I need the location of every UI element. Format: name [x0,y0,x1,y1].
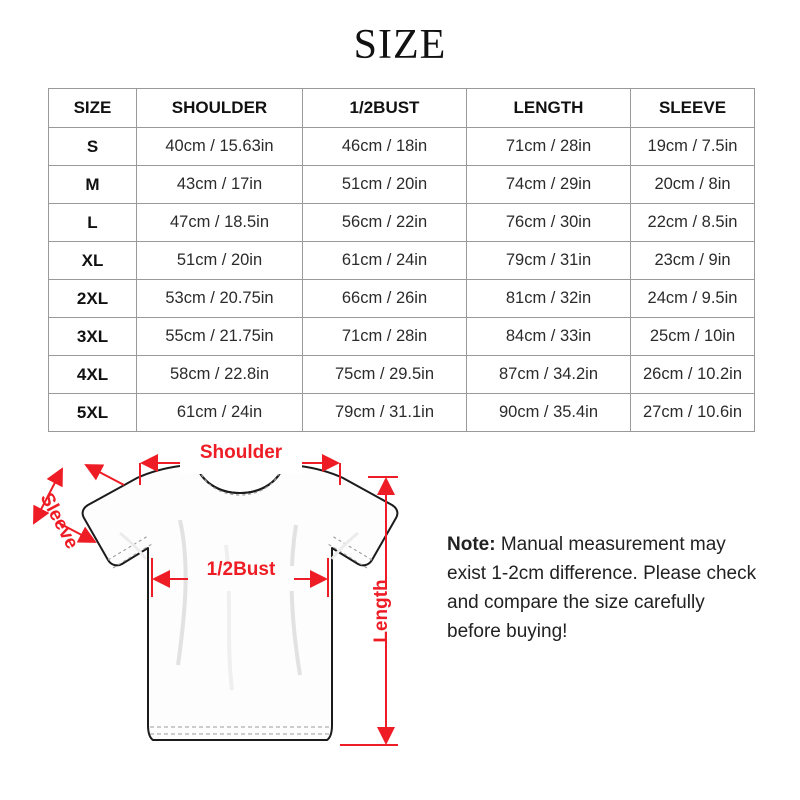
cell-length: 74cm / 29in [467,166,631,204]
note-block [447,530,757,646]
cell-shoulder: 53cm / 20.75in [137,280,303,318]
cell-size: 3XL [49,318,137,356]
cell-sleeve: 20cm / 8in [631,166,755,204]
table-row [49,242,755,280]
column-header-length: LENGTH [467,89,631,128]
note-text: Manual measurement may exist 1-2cm difference. Please check and compare the size carefully before buying! [447,534,757,642]
page-title: SIZE [353,22,447,68]
cell-bust: 61cm / 24in [303,242,467,280]
cell-bust: 56cm / 22in [303,204,467,242]
cell-length: 81cm / 32in [467,280,631,318]
cell-sleeve: 19cm / 7.5in [631,128,755,166]
cell-sleeve: 25cm / 10in [631,318,755,356]
cell-bust: 71cm / 28in [303,318,467,356]
cell-size: 4XL [49,356,137,394]
note-label: Note: [447,534,496,555]
cell-size: S [49,128,137,166]
table-row [49,166,755,204]
cell-shoulder: 51cm / 20in [137,242,303,280]
cell-shoulder: 40cm / 15.63in [137,128,303,166]
cell-size: 2XL [49,280,137,318]
sleeve-label: Sleeve [35,489,83,553]
size-table-container [48,88,754,432]
cell-length: 87cm / 34.2in [467,356,631,394]
cell-bust: 79cm / 31.1in [303,394,467,432]
table-header-row [49,89,755,128]
cell-bust: 75cm / 29.5in [303,356,467,394]
cell-shoulder: 55cm / 21.75in [137,318,303,356]
cell-shoulder: 47cm / 18.5in [137,204,303,242]
cell-shoulder: 61cm / 24in [137,394,303,432]
cell-sleeve: 27cm / 10.6in [631,394,755,432]
bust-label: 1/2Bust [206,559,276,580]
column-header-shoulder: SHOULDER [137,89,303,128]
size-table [48,88,755,432]
table-row [49,280,755,318]
cell-sleeve: 22cm / 8.5in [631,204,755,242]
cell-size: L [49,204,137,242]
column-header-bust: 1/2BUST [303,89,467,128]
cell-length: 79cm / 31in [467,242,631,280]
cell-shoulder: 58cm / 22.8in [137,356,303,394]
cell-size: XL [49,242,137,280]
cell-size: M [49,166,137,204]
table-row [49,128,755,166]
column-header-size: SIZE [49,89,137,128]
cell-sleeve: 26cm / 10.2in [631,356,755,394]
cell-size: 5XL [49,394,137,432]
cell-bust: 46cm / 18in [303,128,467,166]
table-row [49,318,755,356]
cell-sleeve: 23cm / 9in [631,242,755,280]
cell-length: 90cm / 35.4in [467,394,631,432]
cell-length: 71cm / 28in [467,128,631,166]
cell-shoulder: 43cm / 17in [137,166,303,204]
cell-bust: 66cm / 26in [303,280,467,318]
tshirt-illustration [83,463,398,740]
table-row [49,356,755,394]
cell-sleeve: 24cm / 9.5in [631,280,755,318]
cell-length: 76cm / 30in [467,204,631,242]
column-header-sleeve: SLEEVE [631,89,755,128]
cell-length: 84cm / 33in [467,318,631,356]
cell-bust: 51cm / 20in [303,166,467,204]
table-row [49,204,755,242]
length-label: Length [371,579,392,643]
shoulder-label: Shoulder [199,442,283,463]
